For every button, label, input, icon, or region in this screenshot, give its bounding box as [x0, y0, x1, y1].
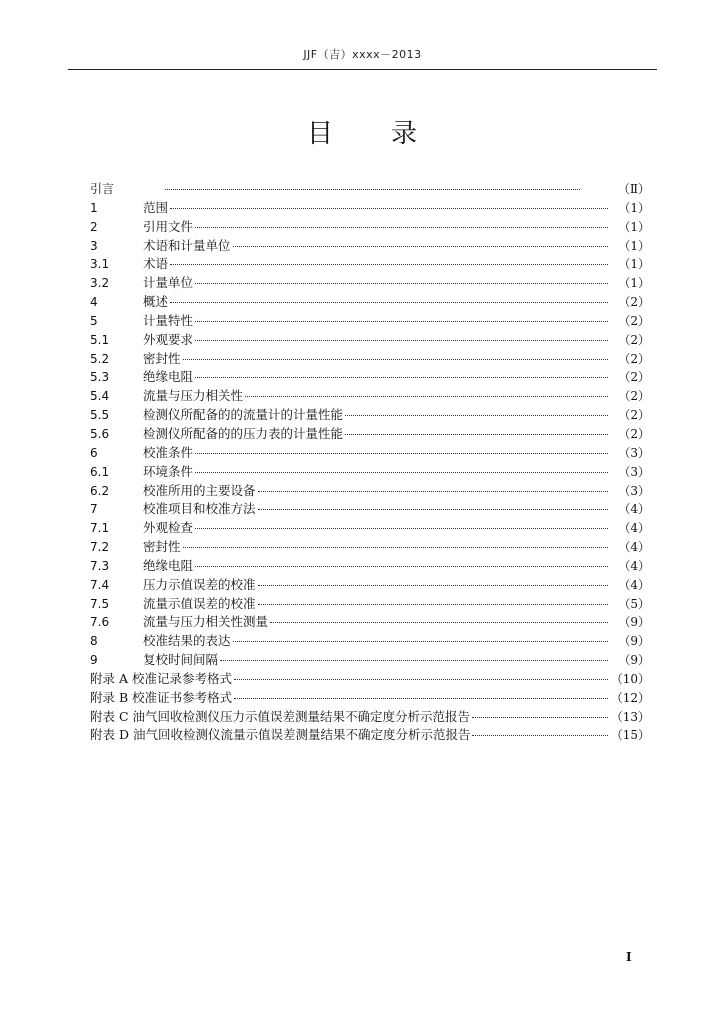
toc-entry-number: 6.1	[90, 464, 110, 479]
toc-entry-number: 3.2	[90, 276, 110, 291]
toc-entry-page: （9）	[618, 653, 650, 668]
toc-entry[interactable]	[90, 538, 650, 557]
toc-entry-number: 7	[90, 502, 98, 517]
toc-entry[interactable]	[90, 482, 650, 501]
toc-dot-leader	[234, 698, 608, 699]
toc-entry-number: 5.3	[90, 370, 110, 385]
toc-entry-title: 密封性	[143, 350, 181, 366]
toc-entry[interactable]	[90, 331, 650, 350]
toc-entry-number: 6	[90, 445, 98, 460]
toc-dot-leader	[258, 509, 608, 510]
toc-entry-title: 密封性	[143, 539, 181, 555]
toc-dot-leader	[170, 264, 608, 265]
toc-entry-number: 5.4	[90, 389, 110, 404]
toc-entry-title: 检测仪所配备的的流量计的计量性能	[143, 407, 344, 423]
toc-entry[interactable]	[90, 274, 650, 293]
toc-entry[interactable]	[90, 576, 650, 595]
toc-entry-page: （3）	[618, 445, 650, 460]
toc-entry-number: 7.3	[90, 558, 110, 573]
toc-entry[interactable]	[90, 368, 650, 387]
toc-entry[interactable]	[90, 519, 650, 538]
toc-entry-title: 外观要求	[143, 331, 194, 347]
toc-entry-number: 3.1	[90, 257, 110, 272]
toc-entry[interactable]	[90, 651, 650, 670]
toc-entry-page: （1）	[618, 219, 650, 234]
toc-entry[interactable]	[90, 425, 650, 444]
running-header: JJF（吉）xxxx－2013	[303, 48, 422, 61]
toc-entry-page: （12）	[610, 690, 650, 705]
toc-dot-leader	[220, 660, 608, 661]
toc-entry-title: 校准所用的主要设备	[143, 482, 256, 498]
toc-entry-page: （2）	[618, 408, 650, 423]
toc-entry[interactable]	[90, 293, 650, 312]
toc-entry-title: 附录 A 校准记录参考格式	[90, 670, 232, 686]
toc-entry[interactable]	[90, 463, 650, 482]
table-of-contents	[90, 180, 650, 745]
toc-entry[interactable]	[90, 387, 650, 406]
toc-entry-page: （1）	[618, 200, 650, 215]
toc-entry-page: （15）	[610, 728, 650, 743]
toc-entry[interactable]	[90, 632, 650, 651]
toc-entry-page: （4）	[618, 540, 650, 555]
toc-entry[interactable]	[90, 312, 650, 331]
toc-dot-leader	[183, 359, 608, 360]
toc-entry-number: 7.1	[90, 521, 110, 536]
toc-entry-title: 附录 B 校准证书参考格式	[90, 689, 233, 705]
toc-entry-title: 环境条件	[143, 463, 194, 479]
toc-entry-number: 2	[90, 219, 98, 234]
toc-entry-title: 附表 C 油气回收检测仪压力示值误差测量结果不确定度分析示范报告	[90, 708, 471, 724]
toc-entry-page: （3）	[618, 464, 650, 479]
toc-entry-page: （4）	[618, 577, 650, 592]
toc-entry-title: 范围	[143, 199, 169, 215]
toc-entry-title: 检测仪所配备的的压力表的计量性能	[143, 425, 344, 441]
toc-entry-number: 5.1	[90, 332, 110, 347]
toc-entry-page: （4）	[618, 502, 650, 517]
toc-entry-page: （2）	[618, 295, 650, 310]
toc-entry-page: （4）	[618, 521, 650, 536]
toc-entry-title: 引用文件	[143, 218, 194, 234]
toc-dot-leader	[270, 622, 608, 623]
toc-entry-title: 校准结果的表达	[143, 633, 231, 649]
toc-entry-page: （1）	[618, 238, 650, 253]
toc-dot-leader	[195, 472, 608, 473]
toc-entry-number: 7.5	[90, 596, 110, 611]
toc-entry-title: 复校时间间隔	[143, 652, 219, 668]
toc-entry-number: 9	[90, 653, 98, 668]
toc-entry[interactable]	[90, 500, 650, 519]
toc-entry-page: （1）	[618, 257, 650, 272]
toc-dot-leader	[183, 547, 608, 548]
toc-entry-page: （9）	[618, 634, 650, 649]
toc-entry-page: （5）	[618, 596, 650, 611]
page-number: I	[626, 950, 632, 964]
toc-entry[interactable]	[90, 199, 650, 218]
toc-entry-number: 4	[90, 295, 98, 310]
toc-entry-number: 1	[90, 200, 98, 215]
toc-entry[interactable]	[90, 255, 650, 274]
toc-entry-page: （9）	[618, 615, 650, 630]
toc-entry[interactable]	[90, 708, 650, 727]
toc-entry[interactable]	[90, 180, 650, 199]
toc-entry-title: 术语和计量单位	[143, 237, 231, 253]
toc-entry[interactable]	[90, 613, 650, 632]
toc-entry[interactable]	[90, 595, 650, 614]
toc-entry-number: 3	[90, 238, 98, 253]
toc-entry-number: 5.5	[90, 408, 110, 423]
toc-entry-title: 绝缘电阻	[143, 557, 194, 573]
toc-dot-leader	[170, 302, 608, 303]
toc-entry-page: （10）	[610, 671, 650, 686]
toc-entry-title: 校准项目和校准方法	[143, 501, 256, 517]
toc-entry-number: 引言	[90, 182, 115, 196]
toc-entry-title: 流量与压力相关性测量	[143, 614, 269, 630]
toc-entry-page: （2）	[618, 389, 650, 404]
toc-dot-leader	[245, 396, 608, 397]
toc-entry-page: （2）	[618, 426, 650, 441]
toc-entry[interactable]	[90, 557, 650, 576]
toc-dot-leader	[258, 491, 608, 492]
toc-title: 目录	[306, 119, 475, 149]
toc-entry-number: 6.2	[90, 483, 110, 498]
toc-entry-title: 术语	[143, 256, 169, 272]
toc-entry-title: 计量单位	[143, 275, 194, 291]
toc-entry[interactable]	[90, 406, 650, 425]
toc-dot-leader	[195, 321, 608, 322]
toc-dot-leader	[233, 246, 608, 247]
toc-entry-page: （3）	[618, 483, 650, 498]
toc-dot-leader	[233, 641, 608, 642]
toc-dot-leader	[195, 453, 608, 454]
toc-entry-number: 5	[90, 313, 98, 328]
toc-dot-leader	[195, 283, 608, 284]
toc-entry-title: 外观检查	[143, 520, 194, 536]
toc-entry[interactable]	[90, 350, 650, 369]
toc-dot-leader	[195, 227, 608, 228]
toc-entry-page: （Ⅱ）	[617, 182, 650, 196]
toc-entry[interactable]	[90, 726, 650, 745]
toc-entry-number: 7.2	[90, 540, 110, 555]
toc-entry-page: （1）	[618, 276, 650, 291]
toc-entry-page: （4）	[618, 558, 650, 573]
toc-dot-leader	[165, 189, 580, 190]
toc-entry-page: （2）	[618, 370, 650, 385]
toc-dot-leader	[258, 604, 608, 605]
toc-entry-number: 7.6	[90, 615, 110, 630]
toc-dot-leader	[472, 735, 608, 736]
toc-entry-number: 8	[90, 634, 98, 649]
toc-dot-leader	[234, 679, 608, 680]
toc-entry-title: 压力示值误差的校准	[143, 576, 256, 592]
toc-entry-title: 概述	[143, 294, 169, 310]
toc-entry[interactable]	[90, 670, 650, 689]
toc-dot-leader	[472, 717, 608, 718]
toc-dot-leader	[195, 566, 608, 567]
toc-dot-leader	[258, 585, 608, 586]
toc-entry[interactable]	[90, 689, 650, 708]
toc-dot-leader	[195, 528, 608, 529]
toc-entry-title: 流量示值误差的校准	[143, 595, 256, 611]
toc-entry[interactable]	[90, 218, 650, 237]
toc-entry-page: （13）	[610, 709, 650, 724]
toc-dot-leader	[195, 377, 608, 378]
toc-entry-page: （2）	[618, 351, 650, 366]
toc-dot-leader	[195, 340, 608, 341]
toc-entry-title: 绝缘电阻	[143, 369, 194, 385]
toc-entry-title: 计量特性	[143, 312, 194, 328]
toc-entry-title: 校准条件	[143, 444, 194, 460]
toc-entry-page: （2）	[618, 313, 650, 328]
toc-entry-title: 流量与压力相关性	[143, 388, 244, 404]
toc-entry[interactable]	[90, 237, 650, 256]
toc-dot-leader	[345, 434, 608, 435]
toc-entry-number: 7.4	[90, 577, 110, 592]
toc-entry-number: 5.2	[90, 351, 110, 366]
toc-dot-leader	[345, 415, 608, 416]
toc-entry[interactable]	[90, 444, 650, 463]
toc-dot-leader	[170, 208, 608, 209]
header-rule	[68, 69, 657, 70]
toc-entry-title: 附表 D 油气回收检测仪流量示值误差测量结果不确定度分析示范报告	[90, 727, 471, 743]
toc-entry-page: （2）	[618, 332, 650, 347]
toc-entry-number: 5.6	[90, 426, 110, 441]
